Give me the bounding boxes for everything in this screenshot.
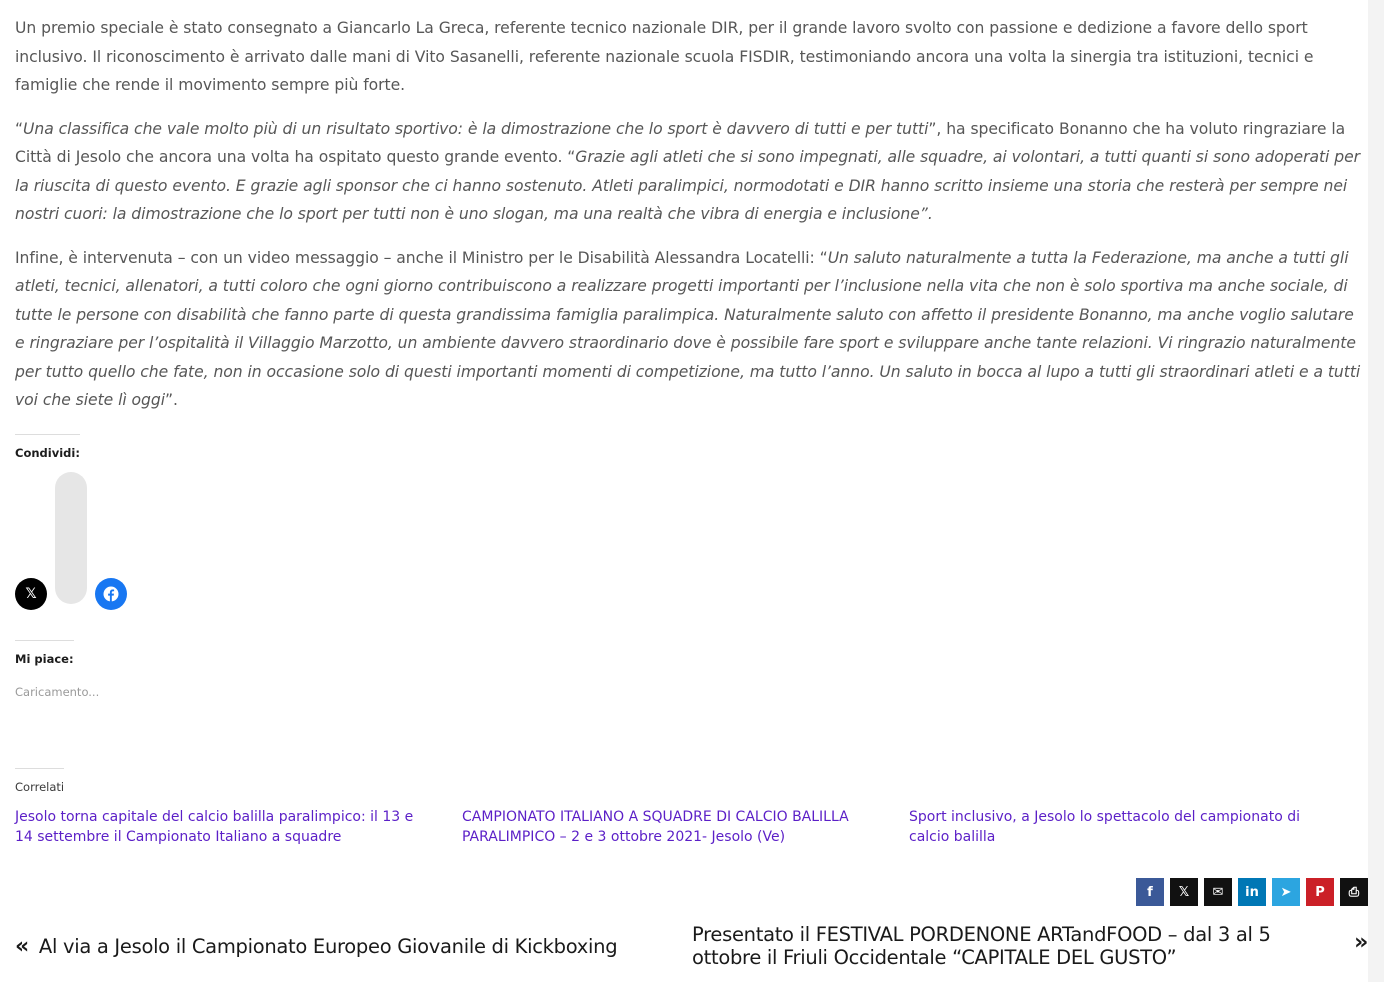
related-link-2[interactable]: CAMPIONATO ITALIANO A SQUADRE DI CALCIO BALILLA PARALIMPICO – 2 e 3 ottobre 2021- Jesolo (Ve) bbox=[462, 809, 849, 845]
social-share-bar bbox=[1136, 878, 1374, 906]
social-print-button[interactable] bbox=[1340, 878, 1368, 906]
next-post-title: Presentato il FESTIVAL PORDENONE ARTandFOOD – dal 3 al 5 ottobre il Friuli Occidentale “CAPITALE DEL GUSTO” bbox=[692, 923, 1271, 969]
pinterest-icon: P bbox=[1315, 884, 1325, 900]
prev-post-link[interactable] bbox=[15, 934, 617, 959]
likes-section bbox=[15, 640, 99, 699]
social-email-button[interactable] bbox=[1204, 878, 1232, 906]
social-linkedin-button[interactable] bbox=[1238, 878, 1266, 906]
telegram-icon: ➤ bbox=[1280, 884, 1292, 900]
quote-open: “ bbox=[15, 119, 24, 138]
x-icon: 𝕏 bbox=[1178, 884, 1190, 900]
social-facebook-button[interactable] bbox=[1136, 878, 1164, 906]
social-pinterest-button[interactable] bbox=[1306, 878, 1334, 906]
quote-close: ”. bbox=[165, 391, 178, 409]
share-section bbox=[15, 434, 80, 602]
linkedin-icon: in bbox=[1245, 884, 1259, 900]
facebook-icon bbox=[103, 586, 119, 602]
article-body bbox=[15, 14, 1367, 430]
page-scroll-edge bbox=[1368, 0, 1384, 982]
social-telegram-button[interactable] bbox=[1272, 878, 1300, 906]
next-post-link[interactable] bbox=[692, 923, 1368, 969]
prev-post-title: Al via a Jesolo il Campionato Europeo Giovanile di Kickboxing bbox=[38, 935, 618, 958]
share-facebook-button[interactable] bbox=[95, 578, 127, 610]
paragraph-award-text: Un premio speciale è stato consegnato a Giancarlo La Greca, referente tecnico nazionale DIR, per il grande lavoro svolto con passione e dedizione a favore dello sport inclusivo. Il riconoscimento è arrivato dalle mani di Vito Sasanelli, referente nazionale scuola FISDIR, testimoniando ancora una volta la sinergia tra istituzioni, tecnici e famiglie che rende il movimento sempre più forte. bbox=[15, 19, 1314, 94]
ministro-intro: Infine, è intervenuta – con un video messaggio – anche il Ministro per le Disabilità Alessandra Locatelli: “ bbox=[15, 248, 828, 267]
x-icon: 𝕏 bbox=[25, 586, 37, 602]
print-icon: ⎙ bbox=[1348, 884, 1360, 900]
paragraph-bonanno-quote bbox=[15, 115, 1367, 229]
paragraph-award bbox=[15, 14, 1367, 100]
related-section bbox=[15, 768, 1367, 847]
double-chevron-right-icon: » bbox=[1354, 930, 1368, 955]
post-navigation bbox=[15, 922, 1368, 972]
related-heading: Correlati bbox=[15, 768, 64, 794]
share-x-button[interactable] bbox=[15, 578, 47, 610]
ministro-quote: Un saluto naturalmente a tutta la Federazione, ma anche a tutti gli atleti, tecnici, allenatori, a tutti coloro che ogni giorno contribuiscono a realizzare progetti importanti per l’inclusione nella vita che non è solo sportiva ma anche sociale, di tutte le persone con disabilità che fanno parte di questa grandissima famiglia paralimpica. Naturalmente saluto con affetto il presidente Bonanno, ma anche voglio salutare e ringraziare per l’ospitalità il Villaggio Marzotto, un ambiente davvero straordinario dove è possibile fare sport e sviluppare anche tante relazioni. Vi ringrazio naturalmente per tutto quello che fate, non in occasione solo di questi importanti momenti di competizione, ma tutto l’anno. Un saluto in bocca al lupo a tutti gli straordinari atleti e a tutti voi che siete lì oggi bbox=[15, 248, 1361, 409]
facebook-icon: f bbox=[1147, 884, 1153, 900]
related-link-3[interactable]: Sport inclusivo, a Jesolo lo spettacolo del campionato di calcio balilla bbox=[909, 809, 1300, 845]
likes-heading: Mi piace: bbox=[15, 640, 74, 666]
quote-classifica: Una classifica che vale molto più di un risultato sportivo: è la dimostrazione che lo sport è davvero di tutti e per tutti bbox=[23, 119, 929, 138]
loading-placeholder bbox=[55, 472, 87, 604]
double-chevron-left-icon: « bbox=[15, 934, 29, 959]
social-x-button[interactable] bbox=[1170, 878, 1198, 906]
quote-attribution: ”, ha specificato Bonanno che ha voluto ringraziare la Città di Jesolo che ancora una volta ha ospitato questo grande evento. “ bbox=[15, 119, 1346, 166]
share-heading: Condividi: bbox=[15, 434, 80, 460]
likes-loading: Caricamento... bbox=[15, 685, 100, 699]
quote-ringraziamenti: Grazie agli atleti che si sono impegnati, alle squadre, ai volontari, a tutti quanti si sono adoperati per la riuscita di questo evento. E grazie agli sponsor che ci hanno sostenuto. Atleti paralimpici, normodotati e DIR hanno scritto insieme una storia che resterà per sempre nei nostri cuori: la dimostrazione che lo sport per tutti non è uno slogan, ma una realtà che vibra di energia e inclusione”. bbox=[15, 148, 1360, 223]
paragraph-ministro-quote bbox=[15, 244, 1367, 415]
email-icon: ✉ bbox=[1212, 884, 1224, 900]
related-link-1[interactable]: Jesolo torna capitale del calcio balilla paralimpico: il 13 e 14 settembre il Campionato Italiano a squadre bbox=[15, 809, 414, 845]
